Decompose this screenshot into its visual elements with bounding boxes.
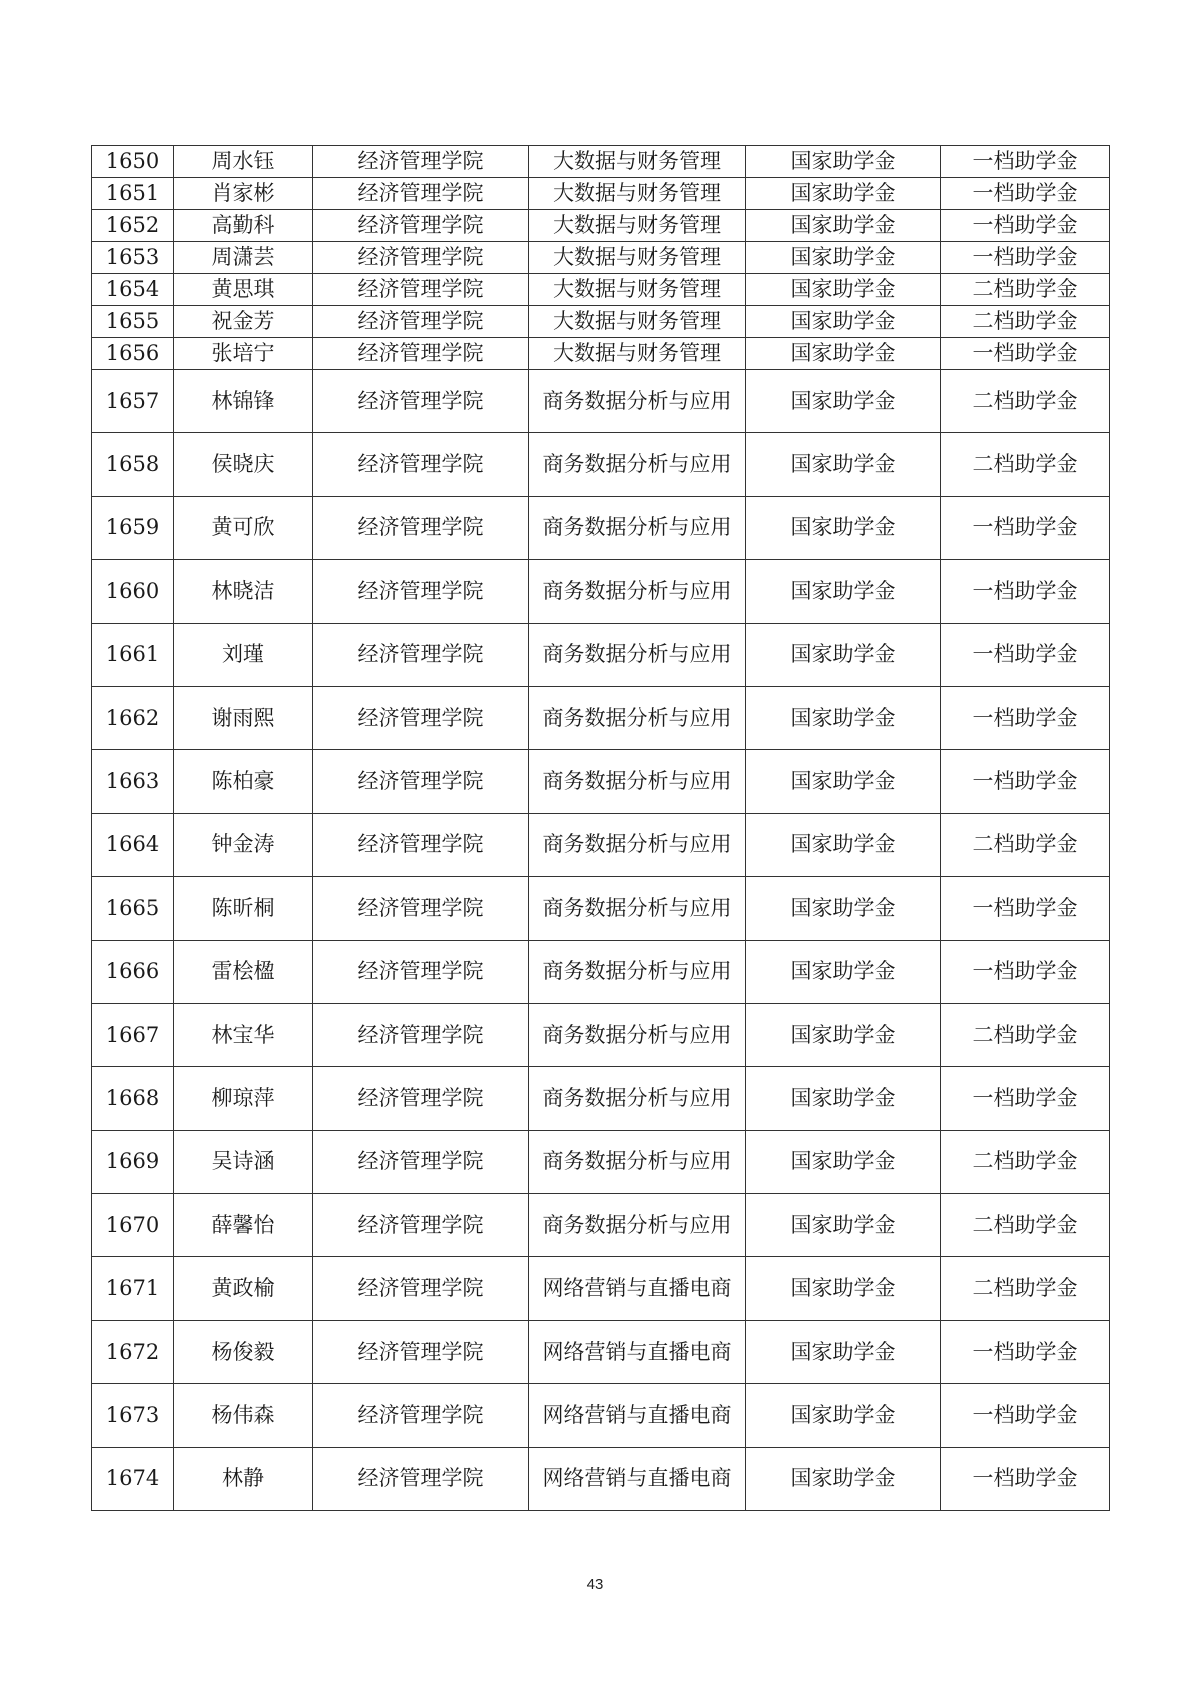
grant-level-cell: 一档助学金 — [941, 496, 1110, 559]
table-row — [92, 940, 1110, 1003]
row-number-cell: 1663 — [92, 750, 174, 813]
student-name-cell: 谢雨熙 — [174, 686, 313, 749]
grant-type-cell: 国家助学金 — [746, 750, 941, 813]
table-row — [92, 623, 1110, 686]
student-name-cell: 陈昕桐 — [174, 877, 313, 940]
table-row — [92, 274, 1110, 306]
student-name-cell: 张培宁 — [174, 338, 313, 370]
table-row — [92, 338, 1110, 370]
college-cell: 经济管理学院 — [313, 1447, 529, 1510]
student-name-cell: 吴诗涵 — [174, 1130, 313, 1193]
table-row — [92, 178, 1110, 210]
grant-type-cell: 国家助学金 — [746, 1320, 941, 1383]
college-cell: 经济管理学院 — [313, 560, 529, 623]
grant-level-cell: 二档助学金 — [941, 1194, 1110, 1257]
table-row — [92, 1384, 1110, 1447]
table-row — [92, 1130, 1110, 1193]
major-cell: 大数据与财务管理 — [529, 242, 746, 274]
table-body — [92, 146, 1110, 1511]
row-number-cell: 1669 — [92, 1130, 174, 1193]
row-number-cell: 1654 — [92, 274, 174, 306]
college-cell: 经济管理学院 — [313, 433, 529, 496]
grant-type-cell: 国家助学金 — [746, 338, 941, 370]
major-cell: 网络营销与直播电商 — [529, 1320, 746, 1383]
table-row — [92, 146, 1110, 178]
major-cell: 网络营销与直播电商 — [529, 1257, 746, 1320]
college-cell: 经济管理学院 — [313, 146, 529, 178]
row-number-cell: 1673 — [92, 1384, 174, 1447]
table-row — [92, 686, 1110, 749]
student-name-cell: 杨俊毅 — [174, 1320, 313, 1383]
college-cell: 经济管理学院 — [313, 1384, 529, 1447]
table-row — [92, 1447, 1110, 1510]
student-name-cell: 杨伟森 — [174, 1384, 313, 1447]
grant-level-cell: 一档助学金 — [941, 146, 1110, 178]
grant-level-cell: 二档助学金 — [941, 306, 1110, 338]
row-number-cell: 1652 — [92, 210, 174, 242]
scholarship-table — [91, 145, 1110, 1511]
table-row — [92, 1067, 1110, 1130]
college-cell: 经济管理学院 — [313, 306, 529, 338]
student-name-cell: 雷桧楹 — [174, 940, 313, 1003]
grant-type-cell: 国家助学金 — [746, 1447, 941, 1510]
college-cell: 经济管理学院 — [313, 877, 529, 940]
college-cell: 经济管理学院 — [313, 178, 529, 210]
grant-type-cell: 国家助学金 — [746, 146, 941, 178]
grant-level-cell: 二档助学金 — [941, 370, 1110, 433]
major-cell: 商务数据分析与应用 — [529, 813, 746, 876]
row-number-cell: 1653 — [92, 242, 174, 274]
student-name-cell: 周水钰 — [174, 146, 313, 178]
row-number-cell: 1657 — [92, 370, 174, 433]
row-number-cell: 1659 — [92, 496, 174, 559]
college-cell: 经济管理学院 — [313, 210, 529, 242]
grant-level-cell: 二档助学金 — [941, 1003, 1110, 1066]
row-number-cell: 1670 — [92, 1194, 174, 1257]
grant-level-cell: 一档助学金 — [941, 623, 1110, 686]
major-cell: 大数据与财务管理 — [529, 178, 746, 210]
student-name-cell: 周潇芸 — [174, 242, 313, 274]
grant-level-cell: 一档助学金 — [941, 1320, 1110, 1383]
major-cell: 大数据与财务管理 — [529, 210, 746, 242]
college-cell: 经济管理学院 — [313, 813, 529, 876]
student-name-cell: 林宝华 — [174, 1003, 313, 1066]
major-cell: 商务数据分析与应用 — [529, 496, 746, 559]
grant-level-cell: 一档助学金 — [941, 560, 1110, 623]
grant-level-cell: 一档助学金 — [941, 210, 1110, 242]
student-name-cell: 刘瑾 — [174, 623, 313, 686]
row-number-cell: 1672 — [92, 1320, 174, 1383]
major-cell: 商务数据分析与应用 — [529, 1130, 746, 1193]
row-number-cell: 1674 — [92, 1447, 174, 1510]
row-number-cell: 1664 — [92, 813, 174, 876]
row-number-cell: 1650 — [92, 146, 174, 178]
row-number-cell: 1655 — [92, 306, 174, 338]
grant-level-cell: 一档助学金 — [941, 1067, 1110, 1130]
grant-type-cell: 国家助学金 — [746, 1067, 941, 1130]
grant-type-cell: 国家助学金 — [746, 623, 941, 686]
grant-level-cell: 一档助学金 — [941, 877, 1110, 940]
student-name-cell: 侯晓庆 — [174, 433, 313, 496]
student-name-cell: 祝金芳 — [174, 306, 313, 338]
major-cell: 商务数据分析与应用 — [529, 623, 746, 686]
grant-type-cell: 国家助学金 — [746, 1003, 941, 1066]
table-row — [92, 877, 1110, 940]
major-cell: 商务数据分析与应用 — [529, 1067, 746, 1130]
row-number-cell: 1661 — [92, 623, 174, 686]
major-cell: 商务数据分析与应用 — [529, 560, 746, 623]
row-number-cell: 1668 — [92, 1067, 174, 1130]
college-cell: 经济管理学院 — [313, 1194, 529, 1257]
row-number-cell: 1665 — [92, 877, 174, 940]
row-number-cell: 1667 — [92, 1003, 174, 1066]
table-row — [92, 242, 1110, 274]
student-name-cell: 高勤科 — [174, 210, 313, 242]
major-cell: 网络营销与直播电商 — [529, 1384, 746, 1447]
grant-level-cell: 二档助学金 — [941, 274, 1110, 306]
grant-type-cell: 国家助学金 — [746, 1194, 941, 1257]
grant-level-cell: 一档助学金 — [941, 338, 1110, 370]
student-name-cell: 黄政榆 — [174, 1257, 313, 1320]
student-name-cell: 黄可欣 — [174, 496, 313, 559]
grant-level-cell: 二档助学金 — [941, 1130, 1110, 1193]
table-row — [92, 750, 1110, 813]
college-cell: 经济管理学院 — [313, 496, 529, 559]
major-cell: 商务数据分析与应用 — [529, 370, 746, 433]
major-cell: 大数据与财务管理 — [529, 274, 746, 306]
grant-type-cell: 国家助学金 — [746, 274, 941, 306]
college-cell: 经济管理学院 — [313, 242, 529, 274]
grant-type-cell: 国家助学金 — [746, 210, 941, 242]
scholarship-table-container — [91, 145, 1109, 1511]
grant-level-cell: 二档助学金 — [941, 813, 1110, 876]
college-cell: 经济管理学院 — [313, 1257, 529, 1320]
college-cell: 经济管理学院 — [313, 940, 529, 1003]
major-cell: 商务数据分析与应用 — [529, 750, 746, 813]
row-number-cell: 1662 — [92, 686, 174, 749]
grant-level-cell: 二档助学金 — [941, 433, 1110, 496]
grant-type-cell: 国家助学金 — [746, 940, 941, 1003]
table-row — [92, 496, 1110, 559]
row-number-cell: 1658 — [92, 433, 174, 496]
row-number-cell: 1660 — [92, 560, 174, 623]
grant-level-cell: 一档助学金 — [941, 1384, 1110, 1447]
grant-level-cell: 一档助学金 — [941, 1447, 1110, 1510]
college-cell: 经济管理学院 — [313, 686, 529, 749]
grant-level-cell: 二档助学金 — [941, 1257, 1110, 1320]
grant-level-cell: 一档助学金 — [941, 750, 1110, 813]
student-name-cell: 薛馨怡 — [174, 1194, 313, 1257]
major-cell: 商务数据分析与应用 — [529, 940, 746, 1003]
grant-type-cell: 国家助学金 — [746, 370, 941, 433]
college-cell: 经济管理学院 — [313, 1003, 529, 1066]
major-cell: 商务数据分析与应用 — [529, 433, 746, 496]
major-cell: 商务数据分析与应用 — [529, 1003, 746, 1066]
row-number-cell: 1666 — [92, 940, 174, 1003]
grant-type-cell: 国家助学金 — [746, 877, 941, 940]
college-cell: 经济管理学院 — [313, 370, 529, 433]
college-cell: 经济管理学院 — [313, 1130, 529, 1193]
row-number-cell: 1651 — [92, 178, 174, 210]
grant-level-cell: 一档助学金 — [941, 686, 1110, 749]
table-row — [92, 813, 1110, 876]
student-name-cell: 林锦锋 — [174, 370, 313, 433]
grant-type-cell: 国家助学金 — [746, 496, 941, 559]
table-row — [92, 306, 1110, 338]
row-number-cell: 1656 — [92, 338, 174, 370]
college-cell: 经济管理学院 — [313, 338, 529, 370]
table-row — [92, 370, 1110, 433]
student-name-cell: 林晓洁 — [174, 560, 313, 623]
college-cell: 经济管理学院 — [313, 750, 529, 813]
page-number: 43 — [586, 1576, 604, 1593]
student-name-cell: 陈柏豪 — [174, 750, 313, 813]
table-row — [92, 210, 1110, 242]
table-row — [92, 433, 1110, 496]
grant-type-cell: 国家助学金 — [746, 1384, 941, 1447]
grant-type-cell: 国家助学金 — [746, 560, 941, 623]
student-name-cell: 柳琼萍 — [174, 1067, 313, 1130]
college-cell: 经济管理学院 — [313, 274, 529, 306]
grant-type-cell: 国家助学金 — [746, 1257, 941, 1320]
major-cell: 大数据与财务管理 — [529, 306, 746, 338]
row-number-cell: 1671 — [92, 1257, 174, 1320]
table-row — [92, 1257, 1110, 1320]
table-row — [92, 560, 1110, 623]
grant-type-cell: 国家助学金 — [746, 433, 941, 496]
college-cell: 经济管理学院 — [313, 1067, 529, 1130]
grant-type-cell: 国家助学金 — [746, 813, 941, 876]
grant-level-cell: 一档助学金 — [941, 242, 1110, 274]
grant-type-cell: 国家助学金 — [746, 1130, 941, 1193]
student-name-cell: 林静 — [174, 1447, 313, 1510]
major-cell: 商务数据分析与应用 — [529, 1194, 746, 1257]
grant-type-cell: 国家助学金 — [746, 686, 941, 749]
major-cell: 商务数据分析与应用 — [529, 686, 746, 749]
student-name-cell: 黄思琪 — [174, 274, 313, 306]
major-cell: 商务数据分析与应用 — [529, 877, 746, 940]
major-cell: 大数据与财务管理 — [529, 338, 746, 370]
major-cell: 网络营销与直播电商 — [529, 1447, 746, 1510]
table-row — [92, 1320, 1110, 1383]
student-name-cell: 肖家彬 — [174, 178, 313, 210]
student-name-cell: 钟金涛 — [174, 813, 313, 876]
grant-type-cell: 国家助学金 — [746, 178, 941, 210]
grant-type-cell: 国家助学金 — [746, 306, 941, 338]
grant-level-cell: 一档助学金 — [941, 178, 1110, 210]
grant-level-cell: 一档助学金 — [941, 940, 1110, 1003]
major-cell: 大数据与财务管理 — [529, 146, 746, 178]
college-cell: 经济管理学院 — [313, 1320, 529, 1383]
table-row — [92, 1194, 1110, 1257]
table-row — [92, 1003, 1110, 1066]
grant-type-cell: 国家助学金 — [746, 242, 941, 274]
college-cell: 经济管理学院 — [313, 623, 529, 686]
